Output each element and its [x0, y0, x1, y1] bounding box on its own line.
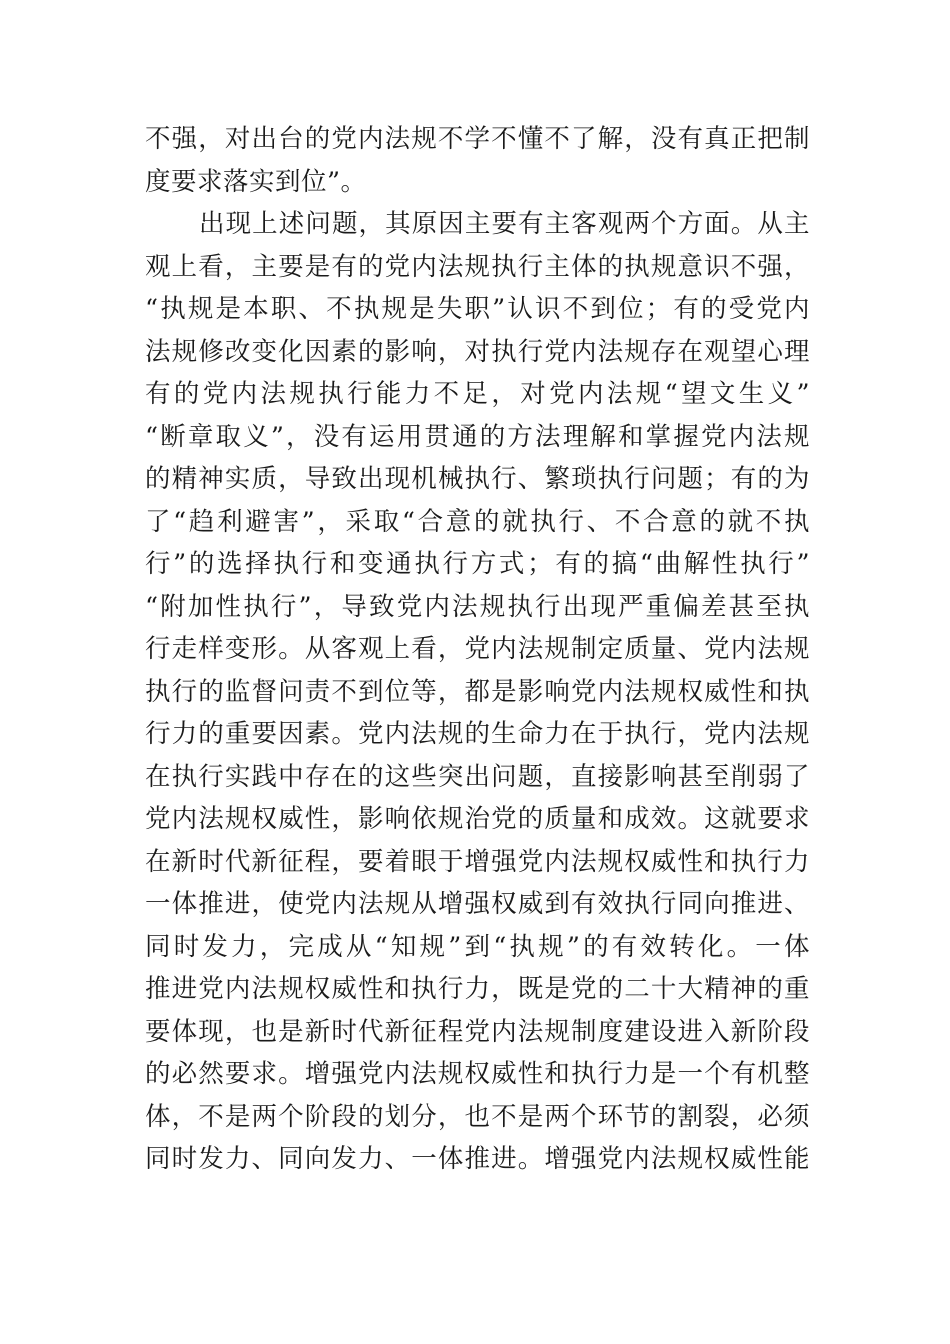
text-line-10: 了“趋利避害”，采取“合意的就执行、不合意的就不执 [145, 506, 810, 537]
text-line-9: 的精神实质，导致出现机械执行、繁琐执行问题；有的为 [145, 464, 810, 494]
text-line-4: 观上看，主要是有的党内法规执行主体的执规意识不强， [145, 251, 810, 282]
text-line-19: 一体推进，使党内法规从增强权威到有效执行同向推进、 [145, 889, 810, 919]
text-line-11: 行”的选择执行和变通执行方式；有的搞“曲解性执行” [145, 549, 810, 579]
text-line-6: 法规修改变化因素的影响，对执行党内法规存在观望心理 [145, 336, 810, 367]
text-line-14: 执行的监督问责不到位等，都是影响党内法规权威性和执 [145, 676, 810, 707]
text-line-17: 党内法规权威性，影响依规治党的质量和成效。这就要求 [145, 804, 810, 834]
text-line-7: 有的党内法规执行能力不足，对党内法规“望文生义” [145, 379, 810, 409]
body-text [145, 118, 810, 1181]
text-line-13: 行走样变形。从客观上看，党内法规制定质量、党内法规 [145, 634, 810, 664]
text-line-25: 同时发力、同向发力、一体推进。增强党内法规权威性能 [145, 1144, 810, 1174]
text-line-24: 体，不是两个阶段的划分，也不是两个环节的割裂，必须 [145, 1101, 810, 1132]
text-line-15: 行力的重要因素。党内法规的生命力在于执行，党内法规 [145, 719, 810, 749]
text-line-1: 不强，对出台的党内法规不学不懂不了解，没有真正把制 [145, 124, 810, 154]
text-line-3: 出现上述问题，其原因主要有主客观两个方面。从主 [199, 209, 810, 239]
text-line-22: 要体现，也是新时代新征程党内法规制度建设进入新阶段 [145, 1016, 810, 1047]
text-line-5: “执规是本职、不执规是失职”认识不到位；有的受党内 [145, 294, 810, 324]
text-line-23: 的必然要求。增强党内法规权威性和执行力是一个有机整 [145, 1059, 810, 1089]
text-line-18: 在新时代新征程，要着眼于增强党内法规权威性和执行力 [145, 846, 810, 877]
text-line-16: 在执行实践中存在的这些突出问题，直接影响甚至削弱了 [145, 761, 810, 792]
text-line-21: 推进党内法规权威性和执行力，既是党的二十大精神的重 [145, 974, 810, 1004]
text-line-2: 度要求落实到位”。 [145, 166, 367, 197]
text-line-20: 同时发力，完成从“知规”到“执规”的有效转化。一体 [145, 931, 810, 962]
text-line-8: “断章取义”，没有运用贯通的方法理解和掌握党内法规 [145, 421, 810, 452]
text-line-12: “附加性执行”，导致党内法规执行出现严重偏差甚至执 [145, 591, 810, 622]
